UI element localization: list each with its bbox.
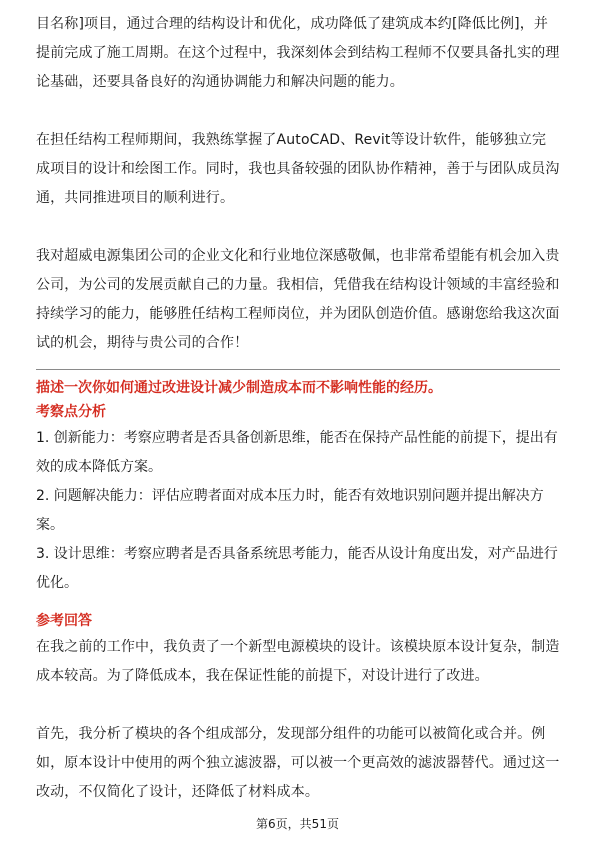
interview-question: 描述一次你如何通过改进设计减少制造成本而不影响性能的经历。 xyxy=(36,380,442,396)
intro-paragraph-3: 我对超威电源集团公司的企业文化和行业地位深感敬佩，也非常希望能有机会加入贵公司，为公司的发展贡献自己的力量。我相信，凭借我在结构设计领域的丰富经验和持续学习的能力，能够胜任结构工程师岗位，并为团队创造价值。感谢您给我这次面试的机会，期待与贵公司的合作！ xyxy=(36,248,560,351)
analysis-heading: 考察点分析 xyxy=(36,404,106,420)
section-divider xyxy=(36,369,560,370)
intro-paragraph-2: 在担任结构工程师期间，我熟练掌握了AutoCAD、Revit等设计软件，能够独立完成项目的设计和绘图工作。同时，我也具备较强的团队协作精神，善于与团队成员沟通，共同推进项目的顺利进行。 xyxy=(36,132,560,206)
reference-paragraph-1: 在我之前的工作中，我负责了一个新型电源模块的设计。该模块原本设计复杂，制造成本较高。为了降低成本，我在保证性能的前提下，对设计进行了改进。 xyxy=(36,639,560,684)
analysis-item-2: 2. 问题解决能力：评估应聘者面对成本压力时，能否有效地识别问题并提出解决方案。 xyxy=(36,488,544,533)
analysis-item-3: 3. 设计思维：考察应聘者是否具备系统思考能力，能否从设计角度出发，对产品进行优化。 xyxy=(36,546,558,591)
reference-paragraph-2: 首先，我分析了模块的各个组成部分，发现部分组件的功能可以被简化或合并。例如，原本设计中使用的两个独立滤波器，可以被一个更高效的滤波器替代。通过这一改动，不仅简化了设计，还降低了材料成本。 xyxy=(36,726,560,800)
reference-heading: 参考回答 xyxy=(36,613,92,629)
intro-paragraph-1: 目名称]项目，通过合理的结构设计和优化，成功降低了建筑成本约[降低比例]，并提前完成了施工周期。在这个过程中，我深刻体会到结构工程师不仅要具备扎实的理论基础，还要具备良好的沟通协调能力和解决问题的能力。 xyxy=(36,16,560,90)
page-number: 第6页，共51页 xyxy=(256,817,339,831)
analysis-item-1: 1. 创新能力：考察应聘者是否具备创新思维，能否在保持产品性能的前提下，提出有效的成本降低方案。 xyxy=(36,430,558,475)
document-body xyxy=(36,10,560,807)
